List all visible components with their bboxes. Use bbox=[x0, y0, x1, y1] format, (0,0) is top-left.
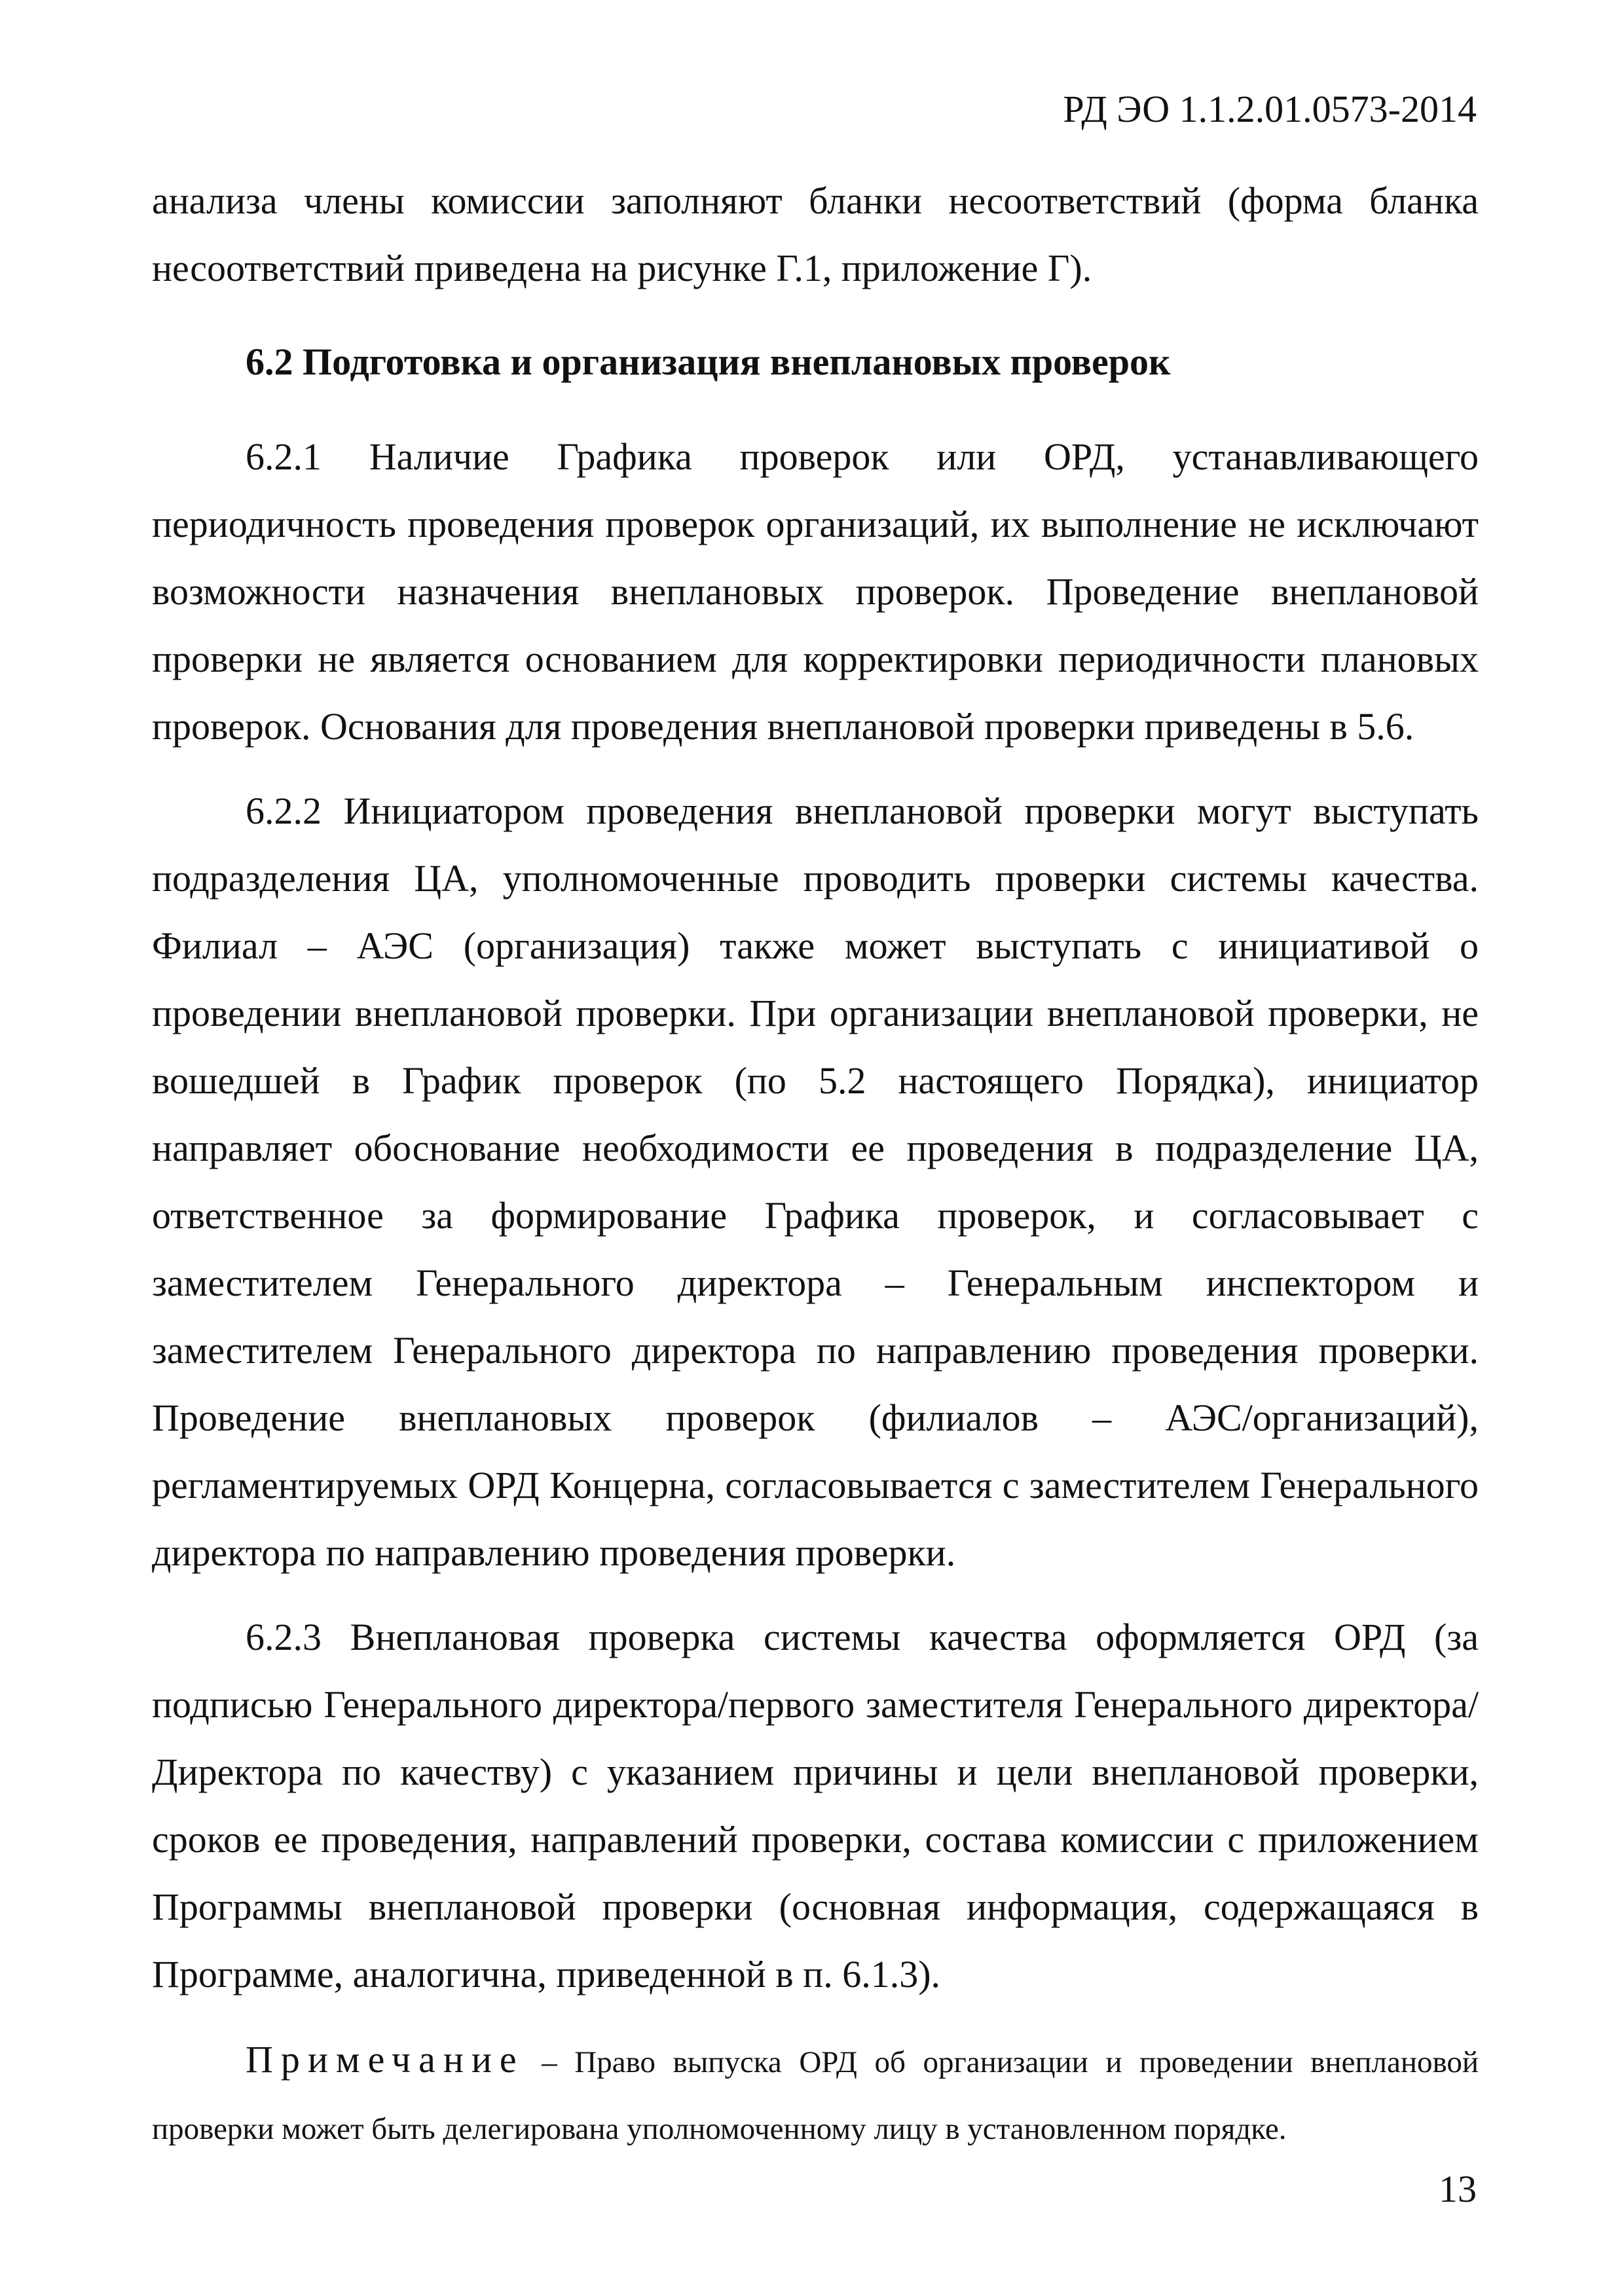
document-body bbox=[152, 167, 1479, 2162]
intro-paragraph: анализа члены комиссии заполняют бланки несоответствий (форма бланка несоответствий приведена на рисунке Г.1, приложение Г). bbox=[152, 179, 1479, 289]
paragraph-6-2-2: 6.2.2 Инициатором проведения внеплановой проверки могут выступать подразделения ЦА, уполномоченные проводить проверки системы качества. Филиал – АЭС (организация) также может выступать с инициативой о проведении внеплановой проверки. При организации внеплановой проверки, не вошедшей в График проверок (по 5.2 настоящего Порядка), инициатор направляет обоснование необходимости ее проведения в подразделение ЦА, ответственное за формирование Графика проверок, и согласовывает с заместителем Генерального директора – Генеральным инспектором и заместителем Генерального директора по направлению проведения проверки. Проведение внеплановых проверок (филиалов – АЭС/организаций), регламентируемых ОРД Концерна, согласовывается с заместителем Генерального директора по направлению проведения проверки. bbox=[152, 790, 1479, 1574]
document-code: РД ЭО 1.1.2.01.0573-2014 bbox=[1063, 88, 1477, 130]
section-heading: 6.2 Подготовка и организация внеплановых проверок bbox=[246, 340, 1171, 383]
note-paragraph bbox=[152, 2026, 1479, 2162]
page-number: 13 bbox=[1439, 2168, 1477, 2210]
note-label: Примечание bbox=[246, 2038, 525, 2081]
paragraph-6-2-1: 6.2.1 Наличие Графика проверок или ОРД, устанавливающего периодичность проведения проверок организаций, их выполнение не исключают возможности назначения внеплановых проверок. Проведение внеплановой проверки не является основанием для корректировки периодичности плановых проверок. Основания для проведения внеплановой проверки приведены в 5.6. bbox=[152, 435, 1479, 748]
note-text: – Право выпуска ОРД об организации и проведении внеплановой проверки может быть делегирована уполномоченному лицу в установленном порядке. bbox=[152, 2045, 1479, 2146]
paragraph-6-2-3: 6.2.3 Внеплановая проверка системы качества оформляется ОРД (за подписью Генерального директора/первого заместителя Генерального директора/Директора по качеству) с указанием причины и цели внеплановой проверки, сроков ее проведения, направлений проверки, состава комиссии с приложением Программы внеплановой проверки (основная информация, содержащаяся в Программе, аналогична, приведенной в п. 6.1.3). bbox=[152, 1616, 1479, 1995]
